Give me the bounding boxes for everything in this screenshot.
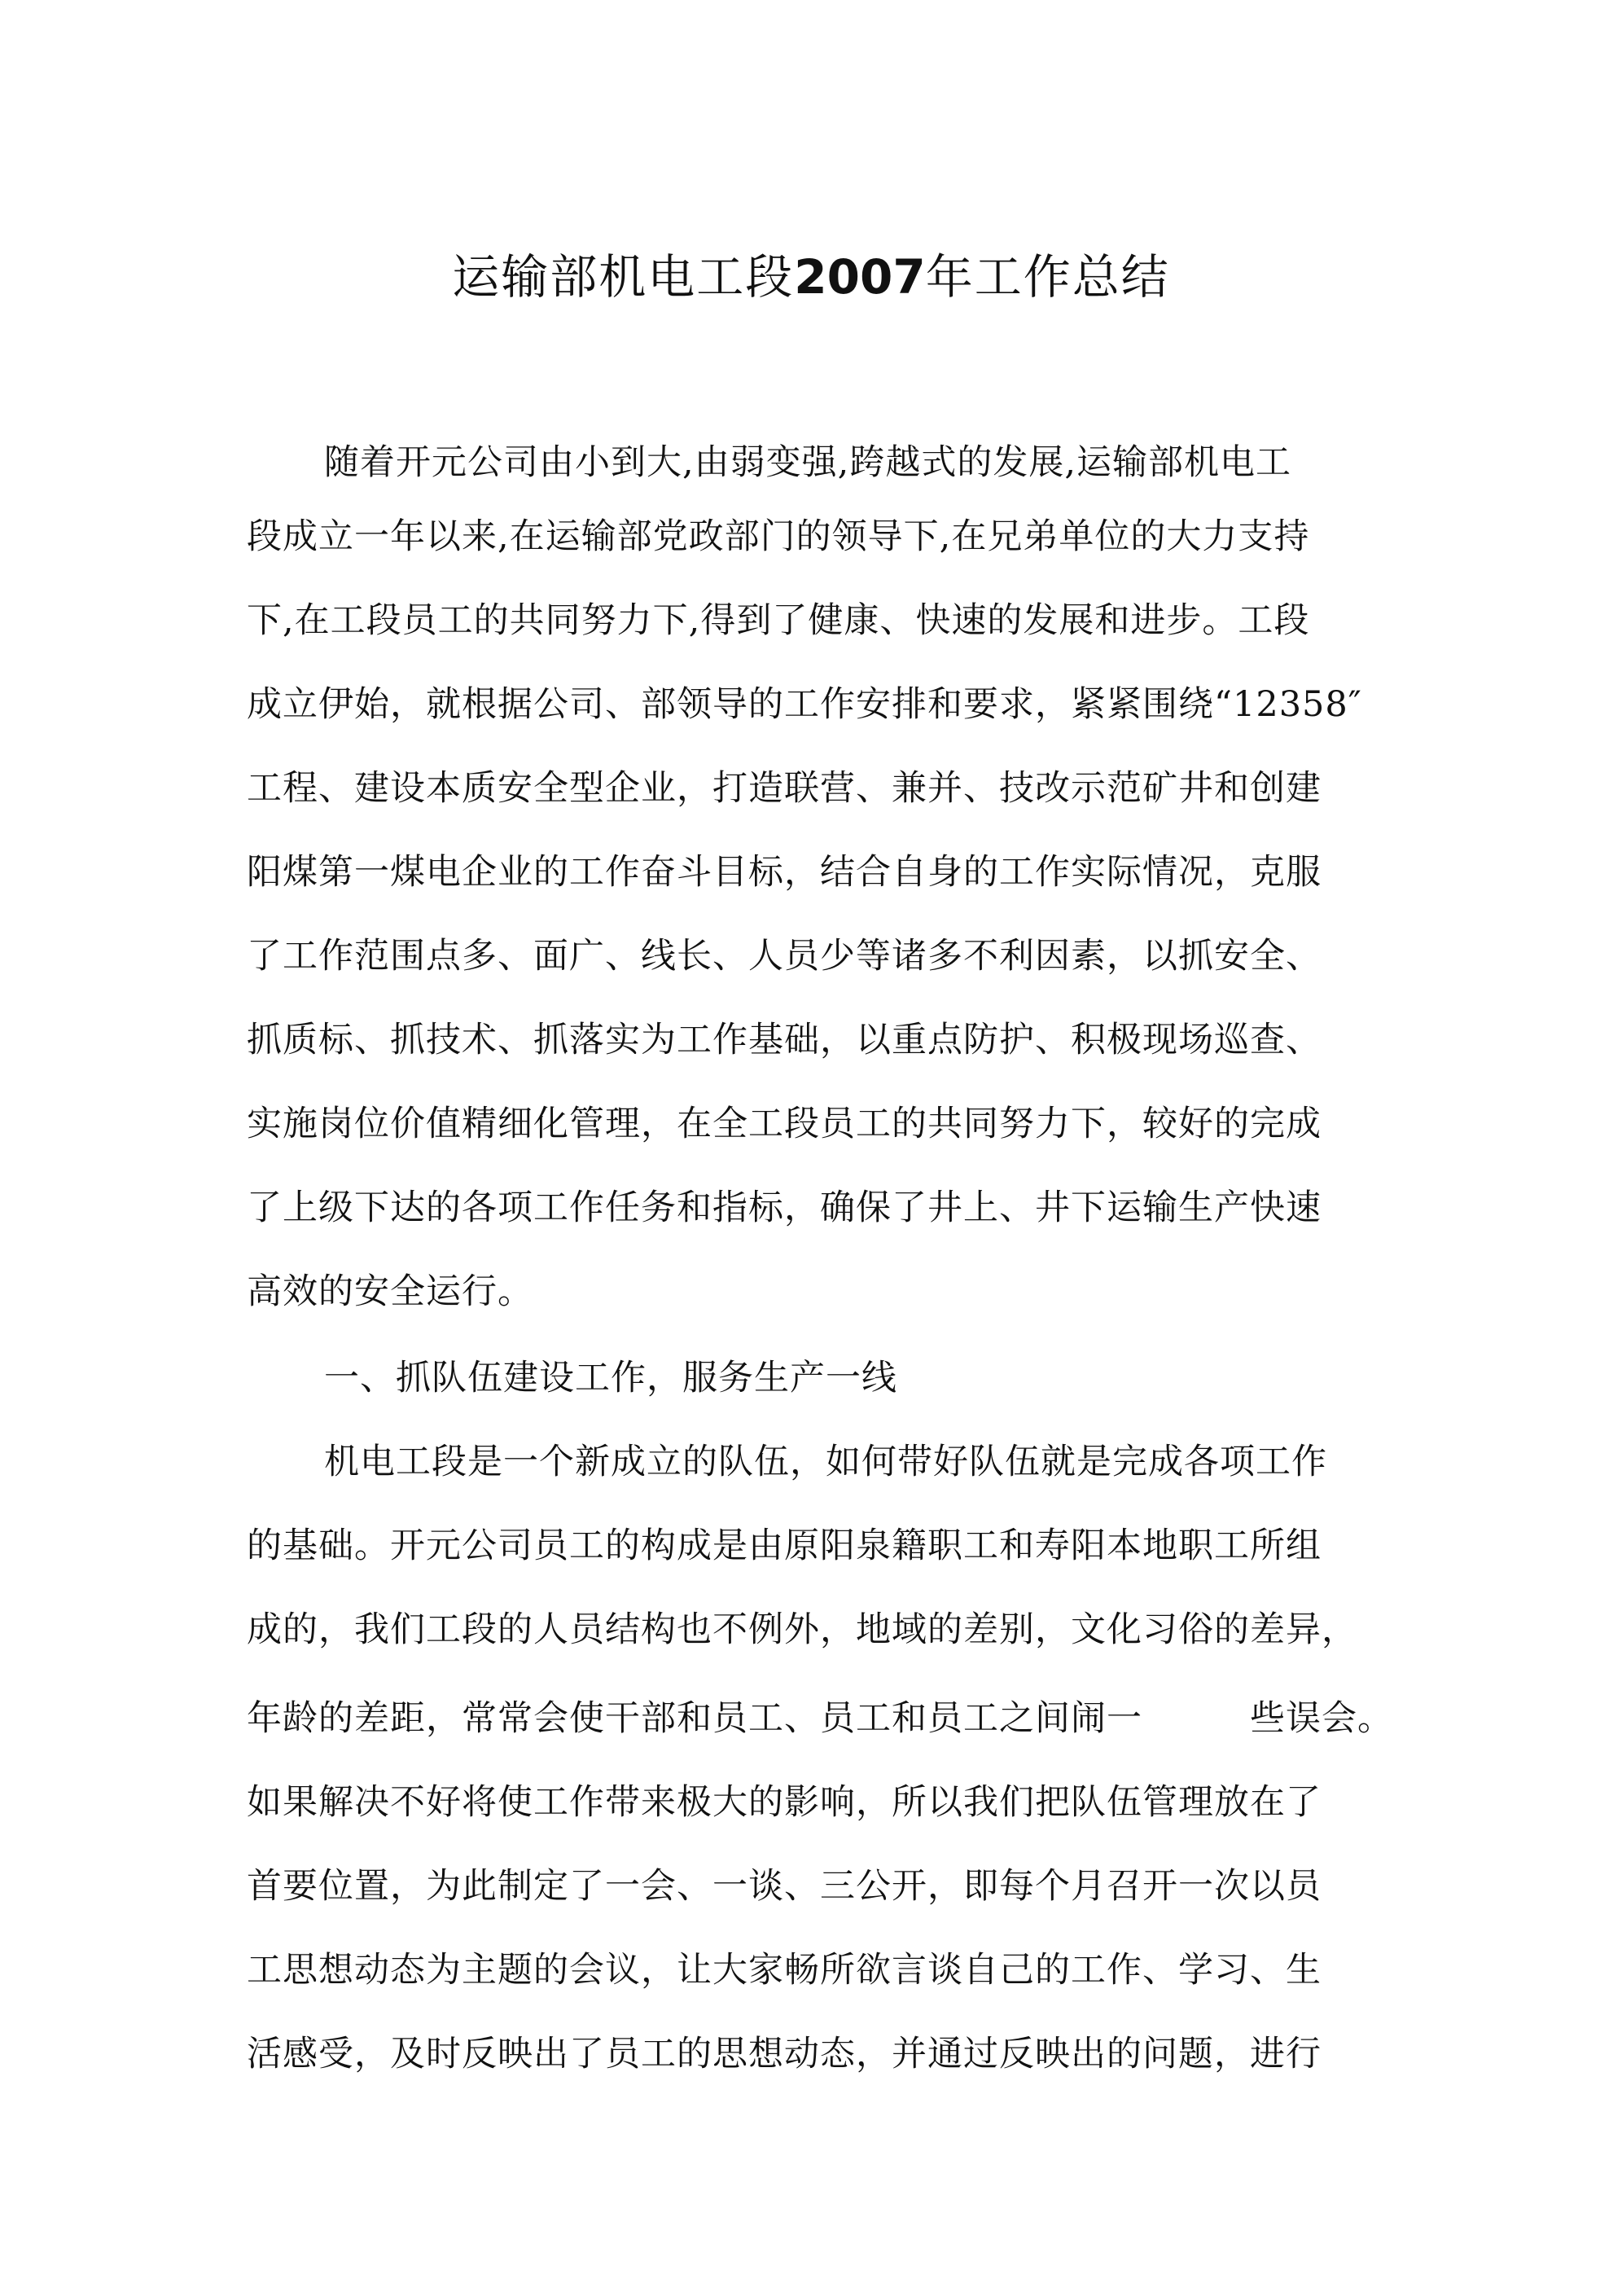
body-line: 工程、建设本质安全型企业，打造联营、兼并、技改示范矿井和创建 <box>247 768 1322 809</box>
body-line: 阳煤第一煤电企业的工作奋斗目标，结合自身的工作实际情况，克服 <box>247 852 1322 893</box>
body-line: 实施岗位价值精细化管理，在全工段员工的共同努力下，较好的完成 <box>247 1104 1322 1144</box>
body-line: 工思想动态为主题的会议，让大家畅所欲言谈自己的工作、学习、生 <box>247 1950 1322 1991</box>
section-heading: 一、抓队伍建设工作，服务生产一线 <box>324 1358 897 1398</box>
body-line: 抓质标、抓技术、抓落实为工作基础，以重点防护、积极现场巡查、 <box>247 1020 1322 1060</box>
body-line: 高效的安全运行。 <box>247 1271 533 1312</box>
body-line: 随着开元公司由小到大,由弱变强,跨越式的发展,运输部机电工 <box>324 442 1292 483</box>
document-title <box>0 244 1622 309</box>
body-line: 下,在工段员工的共同努力下,得到了健康、快速的发展和进步。工段 <box>247 600 1310 641</box>
body-line: 成立伊始，就根据公司、部领导的工作安排和要求，紧紧围绕“12358″ <box>247 684 1362 725</box>
body-line: 首要位置，为此制定了一会、一谈、三公开，即每个月召开一次以员 <box>247 1866 1322 1907</box>
title-year: 2007 <box>794 249 926 305</box>
body-line: 的基础。开元公司员工的构成是由原阳泉籍职工和寿阳本地职工所组 <box>247 1526 1322 1566</box>
body-line: 了上级下达的各项工作任务和指标，确保了井上、井下运输生产快速 <box>247 1188 1322 1228</box>
body-line: 成的，我们工段的人员结构也不例外，地域的差别，文化习俗的差异， <box>247 1609 1357 1650</box>
body-line: 年龄的差距，常常会使干部和员工、员工和员工之间闹一 些误会。 <box>247 1698 1393 1739</box>
title-suffix: 年工作总结 <box>925 249 1170 305</box>
body-line: 段成立一年以来,在运输部党政部门的领导下,在兄弟单位的大力支持 <box>247 516 1310 557</box>
title-prefix: 运输部机电工段 <box>452 249 795 305</box>
body-line: 机电工段是一个新成立的队伍，如何带好队伍就是完成各项工作 <box>324 1442 1327 1482</box>
body-line: 如果解决不好将使工作带来极大的影响，所以我们把队伍管理放在了 <box>247 1782 1322 1823</box>
body-line: 活感受，及时反映出了员工的思想动态，并通过反映出的问题，进行 <box>247 2034 1322 2074</box>
body-line: 了工作范围点多、面广、线长、人员少等诸多不利因素，以抓安全、 <box>247 936 1322 977</box>
